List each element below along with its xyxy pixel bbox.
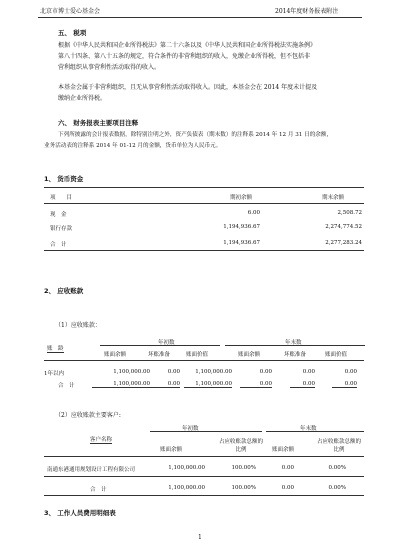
recv-row-label: 1年以内 bbox=[44, 371, 64, 377]
recv2-cell: 1,100,000.00 bbox=[168, 485, 205, 491]
cash-row-begin: 1,194,936.67 bbox=[223, 224, 260, 230]
cash-head-item: 项 目 bbox=[50, 195, 73, 201]
recv2-bottom-rule bbox=[44, 495, 364, 496]
recv2-col-head: 账面余额 bbox=[272, 447, 295, 453]
para-line: 业务活动表的注释系 2014 年 01-12 月的金额，货币单位为人民币元。 bbox=[44, 143, 222, 149]
recv2-cell: 0.00% bbox=[328, 465, 346, 471]
para-line: 根据《中华人民共和国企业所得税法》第二十六条以及《中华人民共和国企业所得税法实施条例》 bbox=[58, 42, 317, 49]
recv2-cell: 0.00 bbox=[281, 465, 294, 471]
cash-row-label: 银行存款 bbox=[50, 226, 73, 232]
recv-col-head: 账面价值 bbox=[186, 352, 209, 358]
recv-cell: 0.00 bbox=[167, 369, 180, 375]
recv-group-end-rule bbox=[225, 345, 365, 346]
recv-col-head: 坏账准备 bbox=[148, 352, 171, 358]
recv-cell: 1,100,000.00 bbox=[113, 369, 150, 375]
recv-col-head: 账面余额 bbox=[238, 352, 261, 358]
para-line: 本基金会属于非营利组织，且无从事营利性活动取得收入。因此，本基金会在 2014 年度未计提及 bbox=[58, 84, 318, 91]
recv2-cell: 0.00% bbox=[328, 485, 346, 491]
recv-col-head: 账面价值 bbox=[325, 352, 348, 358]
recv2-group-end-rule bbox=[266, 431, 364, 432]
section-5-para-1 bbox=[58, 40, 363, 73]
para-line: 营利组织从事营利性活动取得的收入。 bbox=[58, 64, 161, 71]
section-5-para-2 bbox=[58, 82, 363, 104]
cash-table-top-rule bbox=[44, 187, 364, 188]
staff-cost-title: 3、 工作人员费用明细表 bbox=[44, 509, 116, 517]
recv-head-rule bbox=[44, 360, 364, 361]
header-rule bbox=[38, 17, 362, 18]
recv-row-label: 合 计 bbox=[58, 383, 75, 389]
cash-head-rule bbox=[44, 203, 364, 204]
recv2-group-end: 年末数 bbox=[300, 426, 317, 432]
cash-row-begin: 1,194,936.67 bbox=[223, 240, 260, 246]
recv-cell: 1,100,000.00 bbox=[92, 381, 150, 388]
recv-cell: 0.00 bbox=[240, 381, 272, 388]
recv-cell: 0.00 bbox=[150, 381, 180, 388]
section-6-para bbox=[44, 130, 364, 152]
cash-row-label: 合 计 bbox=[50, 242, 67, 248]
para-line: 第八十四条、第八十五条的规定，符合条件的非营利组织的收入，免缴企业所得税，但不包括非 bbox=[58, 53, 311, 60]
header-org: 北京市博士爱心基金会 bbox=[40, 8, 101, 15]
page-number: 1 bbox=[198, 534, 202, 541]
receivables-subtitle-1: （1）应收账款： bbox=[55, 322, 101, 329]
receivables-title: 2、 应收账款 bbox=[44, 287, 84, 295]
recv2-customer-head: 客户名称 bbox=[90, 437, 113, 443]
cash-row-end: 2,274,774.52 bbox=[325, 224, 362, 230]
section-5-title: 五、 税项 bbox=[58, 29, 87, 37]
recv2-group-begin-rule bbox=[150, 431, 262, 432]
recv-group-begin-rule bbox=[100, 345, 220, 346]
cash-row-begin: 6.00 bbox=[247, 210, 260, 216]
cash-head-begin: 期初余额 bbox=[230, 195, 253, 201]
recv2-group-begin: 年初数 bbox=[182, 426, 199, 432]
header-report-title: 2014年度财务报表附注 bbox=[275, 8, 339, 15]
recv2-total-label: 合 计 bbox=[90, 487, 107, 493]
recv-cell: 1,100,000.00 bbox=[184, 381, 232, 388]
cash-row-label: 现 金 bbox=[50, 212, 67, 218]
recv2-cell: 100.00% bbox=[231, 465, 256, 471]
recv-col-head: 坏账准备 bbox=[284, 352, 307, 358]
recv2-head-rule bbox=[44, 456, 364, 457]
recv2-cell: 1,100,000.00 bbox=[168, 465, 205, 471]
recv-cell: 0.00 bbox=[344, 369, 357, 375]
recv-cell: 0.00 bbox=[302, 369, 315, 375]
recv-cell: 1,100,000.00 bbox=[195, 369, 232, 375]
recv-cell: 0.00 bbox=[290, 381, 315, 388]
cash-title: 1、 货币资金 bbox=[44, 175, 84, 183]
recv-age-head: 账 龄 bbox=[47, 346, 64, 352]
recv-group-begin: 年初数 bbox=[158, 340, 175, 346]
cash-row-end: 2,508.72 bbox=[337, 210, 362, 216]
recv2-col-head: 占应收账款总额的比例 bbox=[218, 439, 263, 453]
section-6-title: 六、 财务报表主要项目注释 bbox=[58, 119, 139, 127]
recv2-customer-name: 南通东港通用规划设计工程有限公司 bbox=[47, 467, 136, 473]
recv-group-end: 年末数 bbox=[285, 340, 302, 346]
receivables-subtitle-2: （2）应收账款主要客户: bbox=[55, 412, 121, 419]
recv-col-head: 账面余额 bbox=[104, 352, 127, 358]
recv-cell: 0.00 bbox=[332, 381, 357, 388]
recv2-row-rule bbox=[44, 476, 364, 477]
cash-head-end: 期末余额 bbox=[322, 195, 345, 201]
recv2-cell: 100.00% bbox=[231, 485, 256, 491]
recv-cell: 0.00 bbox=[259, 369, 272, 375]
cash-row-end: 2,277,283.24 bbox=[325, 240, 362, 246]
recv2-cell: 0.00 bbox=[281, 485, 294, 491]
para-line: 缴纳企业所得税。 bbox=[58, 95, 107, 102]
recv2-col-head: 占应收账款总额的比例 bbox=[316, 439, 361, 453]
recv2-col-head: 账面余额 bbox=[160, 447, 183, 453]
cash-table-bottom-rule bbox=[44, 250, 364, 251]
para-line: 下列所披露的会计报表数据，除特别注明之外，资产负债表（期末数）的注释系 2014 年 12 月 31 日的余额， bbox=[58, 132, 333, 138]
